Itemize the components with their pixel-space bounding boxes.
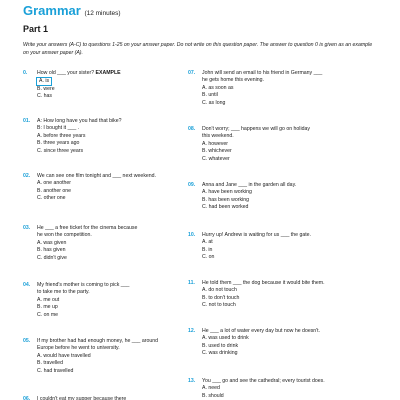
question-stem xyxy=(37,225,183,232)
question-stem-line2: this weekend. xyxy=(202,133,234,140)
answer-option: A. was given xyxy=(37,239,67,246)
answer-option: B. has given xyxy=(37,247,66,254)
section-title xyxy=(23,3,121,18)
question-number: 04. xyxy=(23,282,31,288)
question-stem xyxy=(37,282,183,289)
answer-option: C. on xyxy=(202,254,215,261)
instructions-text: Write your answers (A-C) to questions 1-25 on your answer paper. Do not write on this question paper. The answer to question 0 is given as an example on your answer paper (A). xyxy=(23,42,373,56)
answer-option: B. another one xyxy=(37,187,72,194)
answer-option: A. however xyxy=(202,140,228,147)
answer-option: C. has xyxy=(37,93,52,100)
answer-option: B. has been working xyxy=(202,196,250,203)
answer-option: A. have been working xyxy=(202,189,252,196)
question-item xyxy=(188,232,348,262)
question-stem-text: If my brother had had enough money, he ___ around xyxy=(37,338,159,344)
question-stem xyxy=(202,182,348,189)
question-item xyxy=(23,282,183,319)
question-number: 07. xyxy=(188,70,196,76)
answer-option: A. was used to drink xyxy=(202,335,249,342)
answer-option: B. travelled xyxy=(37,360,63,367)
question-stem-line2: B: I bought it ___ . xyxy=(37,125,80,132)
question-stem-text: How old ___ your sister? xyxy=(37,70,95,76)
question-stem-text: Don't worry; ___ happens we will go on holiday xyxy=(202,126,310,132)
question-stem xyxy=(202,126,348,133)
answer-option: C. was drinking xyxy=(202,350,238,357)
question-item xyxy=(188,126,348,163)
question-number: 13. xyxy=(188,378,196,384)
answer-option: B. whichever xyxy=(202,148,232,155)
question-item xyxy=(188,378,348,400)
question-number: 0. xyxy=(23,70,28,76)
answer-option: C. since three years xyxy=(37,147,84,154)
answer-option: B. in xyxy=(202,246,213,253)
answer-option: C. not to touch xyxy=(202,302,236,309)
question-stem-line2: to take me to the party. xyxy=(37,289,90,296)
duration-text: (12 minutes) xyxy=(84,10,121,17)
answer-option: B. used to drink xyxy=(202,342,239,349)
answer-option: A. need xyxy=(202,385,220,392)
answer-option: C. had travelled xyxy=(37,367,74,374)
question-stem-text: A: How long have you had that bike? xyxy=(37,118,122,124)
answer-option: B. three years ago xyxy=(37,140,80,147)
question-stem-text: We can see one film tonight and ___ next weekend. xyxy=(37,173,157,179)
question-item xyxy=(23,118,183,155)
answer-option: B. were xyxy=(37,85,55,92)
question-stem-text: John will send an email to his friend in Germany ___ xyxy=(202,70,323,76)
question-stem-text: You ___ go and see the cathedral; every tourist does. xyxy=(202,378,325,384)
question-stem-line2: he gets home this evening. xyxy=(202,77,265,84)
question-stem-text: My friend's mother is coming to pick ___ xyxy=(37,282,130,288)
answer-option: B. until xyxy=(202,92,218,99)
question-item xyxy=(188,70,348,107)
answer-option: C. on me xyxy=(37,311,59,318)
question-item xyxy=(23,338,183,375)
answer-option: A. one another xyxy=(37,180,72,187)
question-stem xyxy=(202,70,348,77)
question-item xyxy=(188,182,348,212)
question-item xyxy=(188,328,348,358)
answer-option: A. at xyxy=(202,239,213,246)
question-item xyxy=(23,396,183,400)
question-number: 06. xyxy=(23,396,31,400)
question-number: 01. xyxy=(23,118,31,124)
answer-option: B. should xyxy=(202,392,224,399)
question-stem xyxy=(37,338,183,345)
question-item xyxy=(188,280,348,310)
question-number: 03. xyxy=(23,225,31,231)
question-stem-text: Hurry up! Andrew is waiting for us ___ the gate. xyxy=(202,232,311,238)
question-stem xyxy=(202,280,348,287)
question-number: 08. xyxy=(188,126,196,132)
answer-option: A. me out xyxy=(37,296,60,303)
example-label: EXAMPLE xyxy=(95,70,121,76)
question-item xyxy=(23,225,183,262)
question-item xyxy=(23,70,183,101)
question-number: 10. xyxy=(188,232,196,238)
answer-option: B. to don't touch xyxy=(202,294,240,301)
answer-option: A. before three years xyxy=(37,132,86,139)
answer-option: C. as long xyxy=(202,99,226,106)
answer-option: C. didn't give xyxy=(37,254,67,261)
question-stem-text: I couldn't eat my supper because there xyxy=(37,396,127,400)
question-stem xyxy=(37,173,183,180)
answer-option: C. other one xyxy=(37,195,66,202)
question-number: 12. xyxy=(188,328,196,334)
question-number: 11. xyxy=(188,280,195,286)
question-stem xyxy=(202,232,348,239)
question-stem xyxy=(37,396,183,400)
question-stem-text: He ___ a free ticket for the cinema because xyxy=(37,225,138,231)
question-stem-text: He ___ a lot of water every day but now he doesn't. xyxy=(202,328,321,334)
answer-option: C. whatever xyxy=(202,155,230,162)
answer-option: C. had been worked xyxy=(202,204,249,211)
title-text: Grammar xyxy=(23,3,81,18)
question-number: 02. xyxy=(23,173,31,179)
question-stem xyxy=(37,118,183,125)
question-number: 09. xyxy=(188,182,196,188)
question-number: 05. xyxy=(23,338,31,344)
question-stem-text: Anna and Jane ___ in the garden all day. xyxy=(202,182,297,188)
example-answer-option: A. is xyxy=(36,77,52,85)
question-stem xyxy=(37,70,183,77)
question-stem-text: He told them ___ the dog because it would bite them. xyxy=(202,280,325,286)
question-stem xyxy=(202,328,348,335)
question-stem xyxy=(202,378,348,385)
part-heading: Part 1 xyxy=(23,24,49,34)
answer-option: B. me up xyxy=(37,304,58,311)
question-stem-line2: Europe before he went to university. xyxy=(37,345,120,352)
answer-option: A. do not touch xyxy=(202,287,237,294)
answer-option: A. as soon as xyxy=(202,84,234,91)
question-item xyxy=(23,173,183,203)
answer-option: A. would have travelled xyxy=(37,352,91,359)
question-stem-line2: he won the competition. xyxy=(37,232,92,239)
